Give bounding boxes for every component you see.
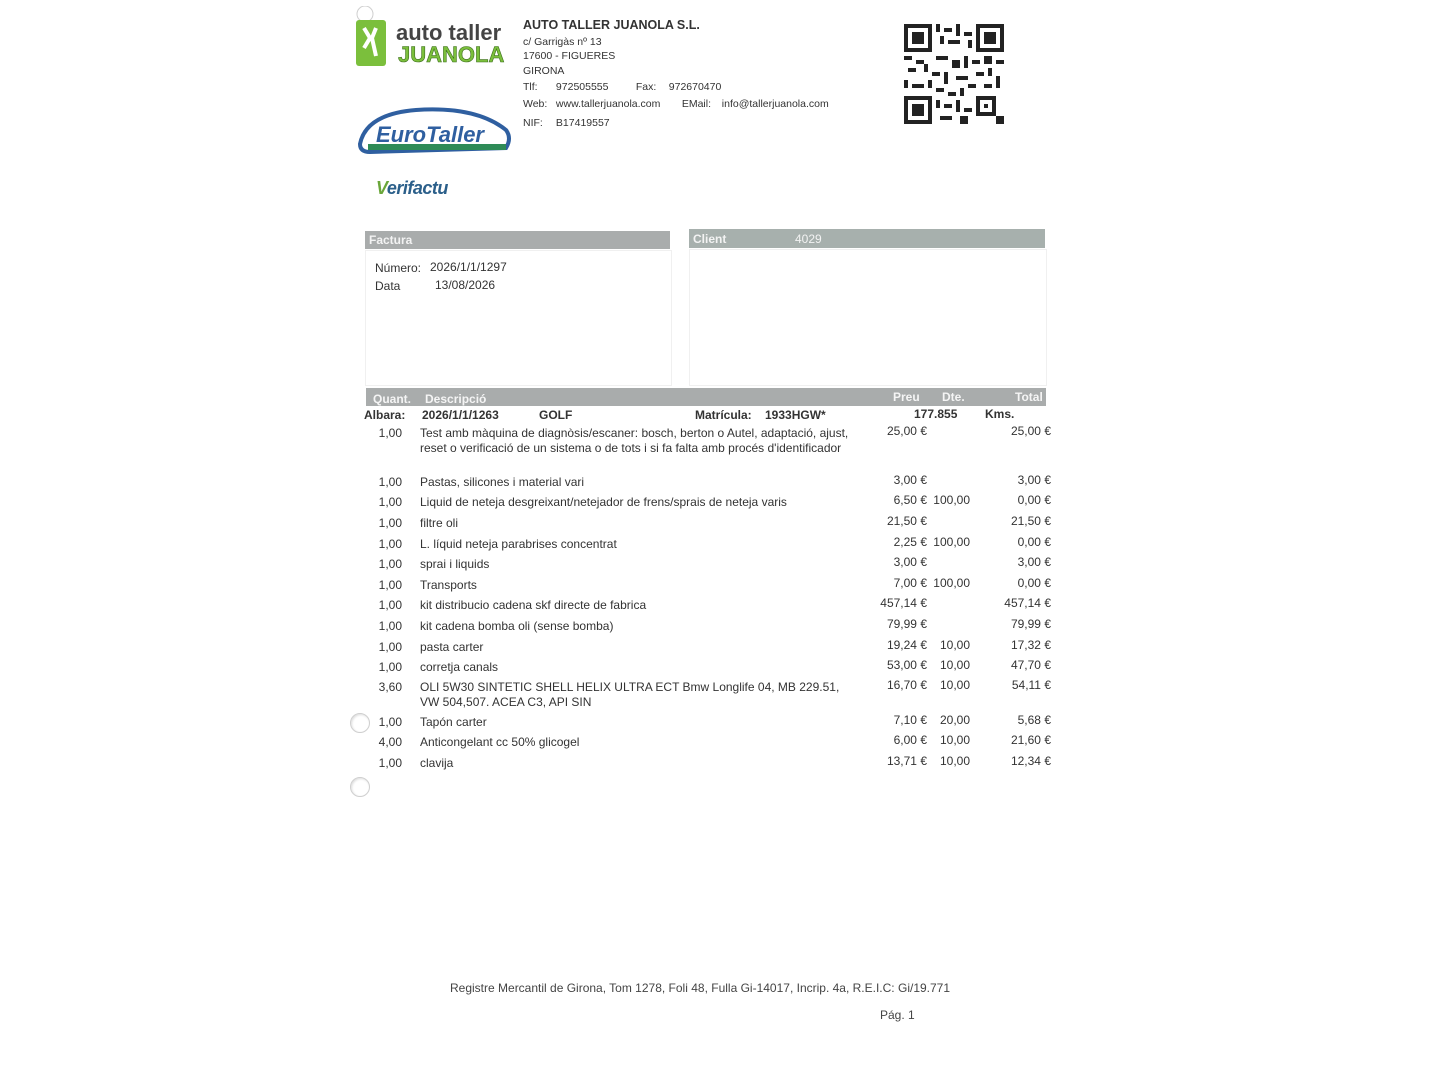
phone-row: [523, 80, 829, 95]
tlf-label: Tlf:: [523, 81, 538, 93]
row-qty: 1,00: [378, 660, 402, 674]
row-preu: 2,25 €: [893, 535, 927, 549]
logo-text-top: auto taller: [396, 20, 502, 45]
company-address-1: c/ Garrigàs nº 13: [523, 35, 602, 48]
row-total: 17,32 €: [1010, 638, 1051, 652]
row-desc: sprai i liquids: [420, 557, 490, 571]
kms-value: 177.855: [914, 407, 958, 421]
row-preu: 53,00 €: [886, 658, 927, 672]
row-qty: 1,00: [378, 619, 402, 633]
kms-label: Kms.: [985, 407, 1015, 421]
row-dte: 10,00: [939, 678, 970, 692]
row-total: 0,00 €: [1017, 576, 1051, 590]
row-preu: 21,50 €: [886, 514, 927, 528]
row-desc: Tapón carter: [420, 715, 487, 729]
row-preu: 6,50 €: [893, 493, 927, 507]
row-desc: Pastas, silicones i material vari: [420, 475, 585, 489]
row-total: 0,00 €: [1017, 493, 1051, 507]
vehicle-model: GOLF: [539, 408, 573, 422]
email-value: info@tallerjuanola.com: [721, 97, 829, 110]
albara-number: 2026/1/1/1263: [422, 408, 499, 422]
row-dte: 100,00: [933, 493, 970, 507]
row-total: 47,70 €: [1010, 658, 1051, 672]
company-address-2: 17600 - FIGUERES: [523, 50, 616, 62]
client-header: Client: [693, 232, 727, 246]
client-number: 4029: [795, 232, 822, 246]
numero-label: Número:: [375, 261, 422, 275]
row-qty: 1,00: [378, 557, 402, 571]
row-total: 25,00 €: [1010, 424, 1051, 438]
nif-label: NIF:: [523, 117, 543, 129]
row-dte: 100,00: [933, 535, 970, 549]
punch-hole: [350, 777, 370, 797]
web-row: [523, 97, 829, 112]
albara-label: Albara:: [364, 408, 406, 422]
row-qty: 1,00: [378, 715, 402, 729]
row-dte: 10,00: [939, 658, 970, 672]
col-quant: Quant.: [373, 392, 411, 406]
data-label: Data: [375, 279, 401, 293]
row-desc: Test amb màquina de diagnòsis/escaner: bosch, berton o Autel, adaptació, ajust, reset o verificació de un sistema o de tots i si fa falta amb procés d'identificador: [420, 426, 849, 455]
col-preu: Preu: [893, 390, 920, 404]
fax-label: Fax:: [635, 81, 657, 93]
row-dte: 10,00: [939, 754, 970, 768]
matricula-value: 1933HGW*: [765, 408, 826, 422]
eurotaller-logo: [356, 104, 514, 160]
row-desc: kit cadena bomba oli (sense bomba): [420, 619, 614, 633]
row-total: 5,68 €: [1017, 713, 1051, 727]
row-preu: 7,10 €: [893, 713, 927, 727]
row-preu: 19,24 €: [886, 638, 927, 652]
row-preu: 3,00 €: [893, 555, 927, 569]
logo-text-bottom: JUANOLA: [398, 42, 505, 67]
company-info: [523, 18, 829, 131]
numero-value: 2026/1/1/1297: [430, 260, 507, 274]
row-preu: 3,00 €: [893, 473, 927, 487]
nif-row: [523, 116, 829, 131]
registre-mercantil: Registre Mercantil de Girona, Tom 1278, Foli 48, Fulla Gi-14017, Incrip. 4a, R.E.I.C: Gi/19.771: [450, 981, 951, 995]
page-number: Pág. 1: [880, 1008, 915, 1022]
row-desc: Anticongelant cc 50% glicogel: [420, 735, 580, 749]
col-dte: Dte.: [942, 390, 965, 404]
row-desc: pasta carter: [420, 640, 484, 654]
fax-value: 972670470: [668, 81, 722, 93]
row-preu: 79,99 €: [886, 617, 927, 631]
row-qty: 1,00: [378, 640, 402, 654]
row-total: 21,50 €: [1010, 514, 1051, 528]
client-box: [689, 249, 1047, 386]
row-desc: filtre oli: [420, 516, 459, 530]
row-desc: clavija: [420, 756, 454, 770]
table-header: [366, 388, 1046, 406]
web-label: Web:: [523, 97, 548, 110]
email-label: EMail:: [681, 97, 712, 110]
row-total: 54,11 €: [1011, 678, 1051, 692]
client-header-bar: [689, 229, 1045, 248]
row-desc: Liquid de neteja desgreixant/netejador de frens/sprais de neteja varis: [420, 495, 787, 509]
row-qty: 1,00: [378, 537, 402, 551]
row-total: 12,34 €: [1010, 754, 1051, 768]
verifactu-text: erifactu: [386, 178, 448, 198]
auto-taller-juanola-logo: [352, 6, 512, 72]
row-preu: 7,00 €: [893, 576, 927, 590]
row-qty: 1,00: [378, 578, 402, 592]
row-preu: 6,00 €: [893, 733, 927, 747]
row-dte: 10,00: [939, 638, 970, 652]
row-preu: 16,70 €: [886, 678, 927, 692]
row-qty: 3,60: [378, 680, 402, 694]
row-dte: 100,00: [933, 576, 970, 590]
qr-code: [904, 24, 1004, 124]
data-value: 13/08/2026: [435, 278, 496, 292]
tlf-value: 972505555: [555, 81, 609, 93]
row-desc: OLI 5W30 SINTETIC SHELL HELIX ULTRA ECT Bmw Longlife 04, MB 229.51, VW 504,507. ACEA C3, API SIN: [420, 680, 840, 709]
row-total: 3,00 €: [1017, 555, 1051, 569]
matricula-label: Matrícula:: [695, 408, 752, 422]
company-name: AUTO TALLER JUANOLA S.L.: [523, 18, 700, 32]
row-desc: L. líquid neteja parabrises concentrat: [420, 537, 617, 551]
row-preu: 13,71 €: [886, 754, 927, 768]
row-total: 457,14 €: [1004, 596, 1051, 610]
row-desc: Transports: [420, 578, 477, 592]
row-qty: 1,00: [378, 516, 402, 530]
eurotaller-text: EuroTaller: [376, 122, 484, 147]
invoice-header: Factura: [369, 233, 413, 247]
row-dte: 10,00: [939, 733, 970, 747]
punch-hole: [350, 713, 370, 733]
verifactu-logo: Verifactu: [376, 178, 448, 198]
row-total: 0,00 €: [1017, 535, 1051, 549]
row-preu: 25,00 €: [886, 424, 927, 438]
row-total: 79,99 €: [1010, 617, 1051, 631]
row-desc: corretja canals: [420, 660, 499, 674]
invoice-header-bar: [365, 231, 670, 249]
col-desc: Descripció: [425, 392, 487, 406]
row-qty: 4,00: [378, 735, 402, 749]
row-qty: 1,00: [378, 598, 402, 612]
row-qty: 1,00: [378, 426, 402, 440]
row-dte: 20,00: [939, 713, 970, 727]
row-desc: kit distribucio cadena skf directe de fabrica: [420, 598, 647, 612]
row-preu: 457,14 €: [880, 596, 927, 610]
row-qty: 1,00: [378, 475, 402, 489]
row-total: 3,00 €: [1017, 473, 1051, 487]
company-address-3: GIRONA: [523, 64, 565, 77]
col-total: Total: [1015, 390, 1043, 404]
row-qty: 1,00: [378, 756, 402, 770]
web-value: www.tallerjuanola.com: [555, 97, 661, 110]
row-total: 21,60 €: [1010, 733, 1051, 747]
nif-value: B17419557: [555, 117, 610, 129]
row-qty: 1,00: [378, 495, 402, 509]
